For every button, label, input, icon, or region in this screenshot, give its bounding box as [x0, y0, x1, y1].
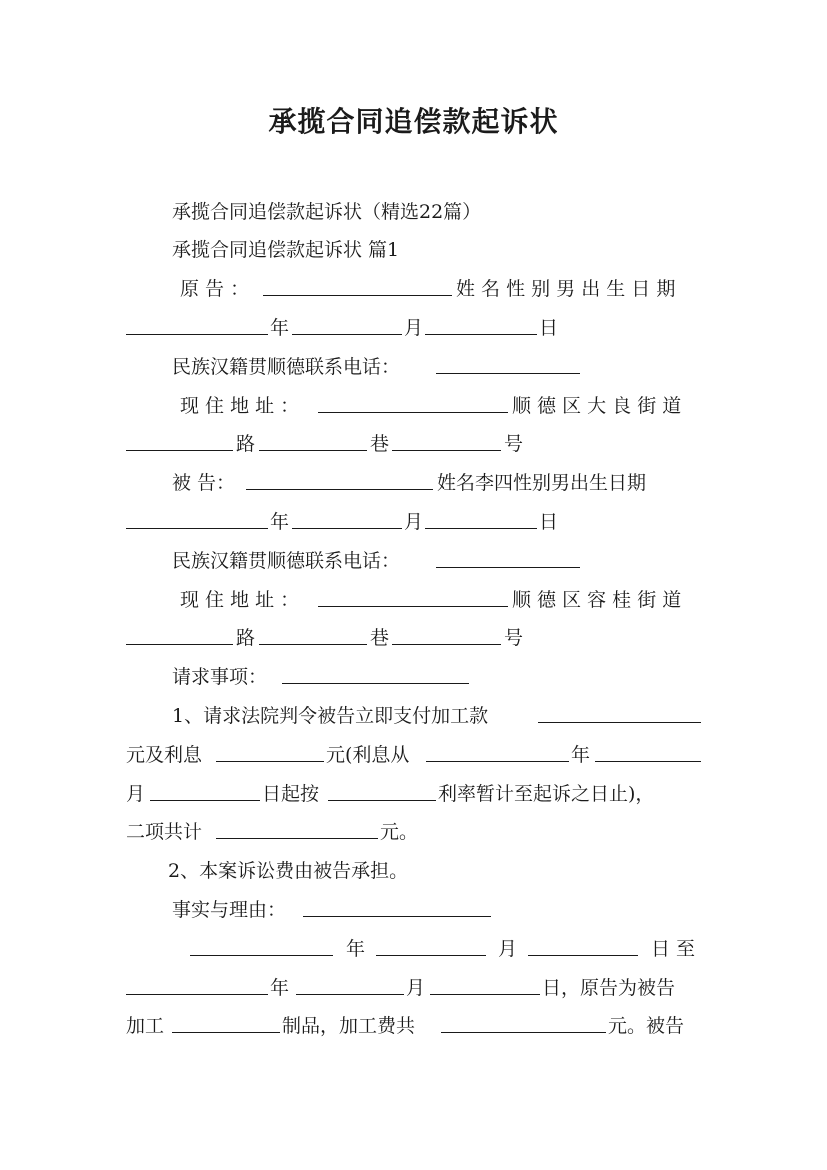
text-line [0, 739, 827, 771]
fill-in-blank [318, 606, 508, 607]
line-text: 元。被告 [608, 1015, 685, 1037]
line-text: 民族汉籍贯顺德联系电话： [172, 356, 401, 378]
fill-in-blank [150, 800, 260, 801]
fill-in-blank [441, 1032, 606, 1033]
fill-in-blank [296, 994, 404, 995]
text-line [0, 545, 827, 577]
text-line [0, 584, 827, 616]
line-text: 年 [571, 744, 591, 766]
text-line [0, 972, 827, 1004]
line-text: 日 [539, 511, 559, 533]
text-line [0, 312, 827, 344]
fill-in-blank [426, 761, 569, 762]
line-text: 年 [346, 938, 366, 960]
line-text: 号 [504, 627, 524, 649]
line-text: 现 住 地 址 ： [180, 395, 300, 417]
line-text: 日，原告为被告 [542, 977, 676, 999]
document-title: 承揽合同追偿款起诉状 [268, 105, 559, 138]
line-text: 民族汉籍贯顺德联系电话： [172, 550, 401, 572]
fill-in-blank [528, 955, 638, 956]
fill-in-blank [126, 334, 268, 335]
line-text: 二项共计 [126, 821, 203, 843]
fill-in-blank [172, 1032, 280, 1033]
fill-in-blank [292, 334, 402, 335]
line-text: 月 [498, 938, 518, 960]
text-line [0, 390, 827, 422]
line-text: 年 [270, 317, 290, 339]
fill-in-blank [318, 412, 508, 413]
line-text: 月 [126, 783, 146, 805]
line-text: 年 [270, 977, 290, 999]
line-text: 原 告 ： [180, 278, 250, 300]
fill-in-blank [303, 916, 491, 917]
line-text: 姓名李四性别男出生日期 [437, 472, 647, 494]
fill-in-blank [126, 528, 268, 529]
fill-in-blank [392, 644, 501, 645]
line-text: 巷 [370, 627, 390, 649]
line-text: 姓 名 性 别 男 出 生 日 期 [456, 278, 676, 300]
text-line [0, 506, 827, 538]
text-line [0, 661, 827, 693]
fill-in-blank [538, 722, 701, 723]
fill-in-blank [263, 295, 452, 296]
fill-in-blank [259, 450, 367, 451]
line-text: 顺 德 区 容 桂 街 道 [512, 589, 682, 611]
fill-in-blank [595, 761, 701, 762]
text-line [0, 894, 827, 926]
fill-in-blank [392, 450, 501, 451]
text-line [0, 351, 827, 383]
fill-in-blank [246, 489, 433, 490]
fill-in-blank [216, 761, 324, 762]
text-line [0, 622, 827, 654]
line-text: 2、本案诉讼费由被告承担。 [168, 860, 409, 882]
text-line [0, 816, 827, 848]
text-line [0, 234, 827, 266]
fill-in-blank [436, 373, 580, 374]
line-text: 日起按 [262, 783, 320, 805]
fill-in-blank [425, 528, 537, 529]
line-text: 现 住 地 址 ： [180, 589, 300, 611]
line-text: 元(利息从 [326, 744, 410, 766]
text-line [0, 778, 827, 810]
fill-in-blank [126, 994, 268, 995]
fill-in-blank [292, 528, 402, 529]
line-text: 路 [236, 433, 256, 455]
line-text: 巷 [370, 433, 390, 455]
line-text: 请求事项： [172, 666, 268, 688]
text-line [0, 428, 827, 460]
line-text: 日 [539, 317, 559, 339]
fill-in-blank [282, 683, 469, 684]
fill-in-blank [425, 334, 537, 335]
text-line [0, 467, 827, 499]
fill-in-blank [430, 994, 540, 995]
fill-in-blank [328, 800, 436, 801]
fill-in-blank [126, 644, 233, 645]
line-text: 月 [404, 317, 424, 339]
text-line [0, 273, 827, 305]
line-text: 制品，加工费共 [282, 1015, 416, 1037]
line-text: 承揽合同追偿款起诉状（精选22篇） [172, 201, 482, 223]
line-text: 路 [236, 627, 256, 649]
line-text: 日 至 [651, 938, 696, 960]
fill-in-blank [259, 644, 367, 645]
line-text: 元。 [380, 821, 419, 843]
line-text: 年 [270, 511, 290, 533]
line-text: 号 [504, 433, 524, 455]
line-text: 加工 [126, 1015, 165, 1037]
text-line [0, 855, 827, 887]
fill-in-blank [216, 838, 378, 839]
fill-in-blank [436, 567, 580, 568]
fill-in-blank [376, 955, 486, 956]
line-text: 顺 德 区 大 良 街 道 [512, 395, 682, 417]
line-text: 元及利息 [126, 744, 203, 766]
fill-in-blank [126, 450, 233, 451]
fill-in-blank [190, 955, 333, 956]
text-line [0, 196, 827, 228]
line-text: 月 [406, 977, 426, 999]
line-text: 月 [404, 511, 424, 533]
line-text: 1、请求法院判令被告立即支付加工款 [172, 705, 489, 727]
line-text: 被 告： [172, 472, 236, 494]
text-line [0, 1010, 827, 1042]
line-text: 承揽合同追偿款起诉状 篇1 [172, 239, 400, 261]
text-line [0, 933, 827, 965]
line-text: 事实与理由： [172, 899, 287, 921]
line-text: 利率暂计至起诉之日止)， [438, 783, 655, 805]
text-line [0, 700, 827, 732]
